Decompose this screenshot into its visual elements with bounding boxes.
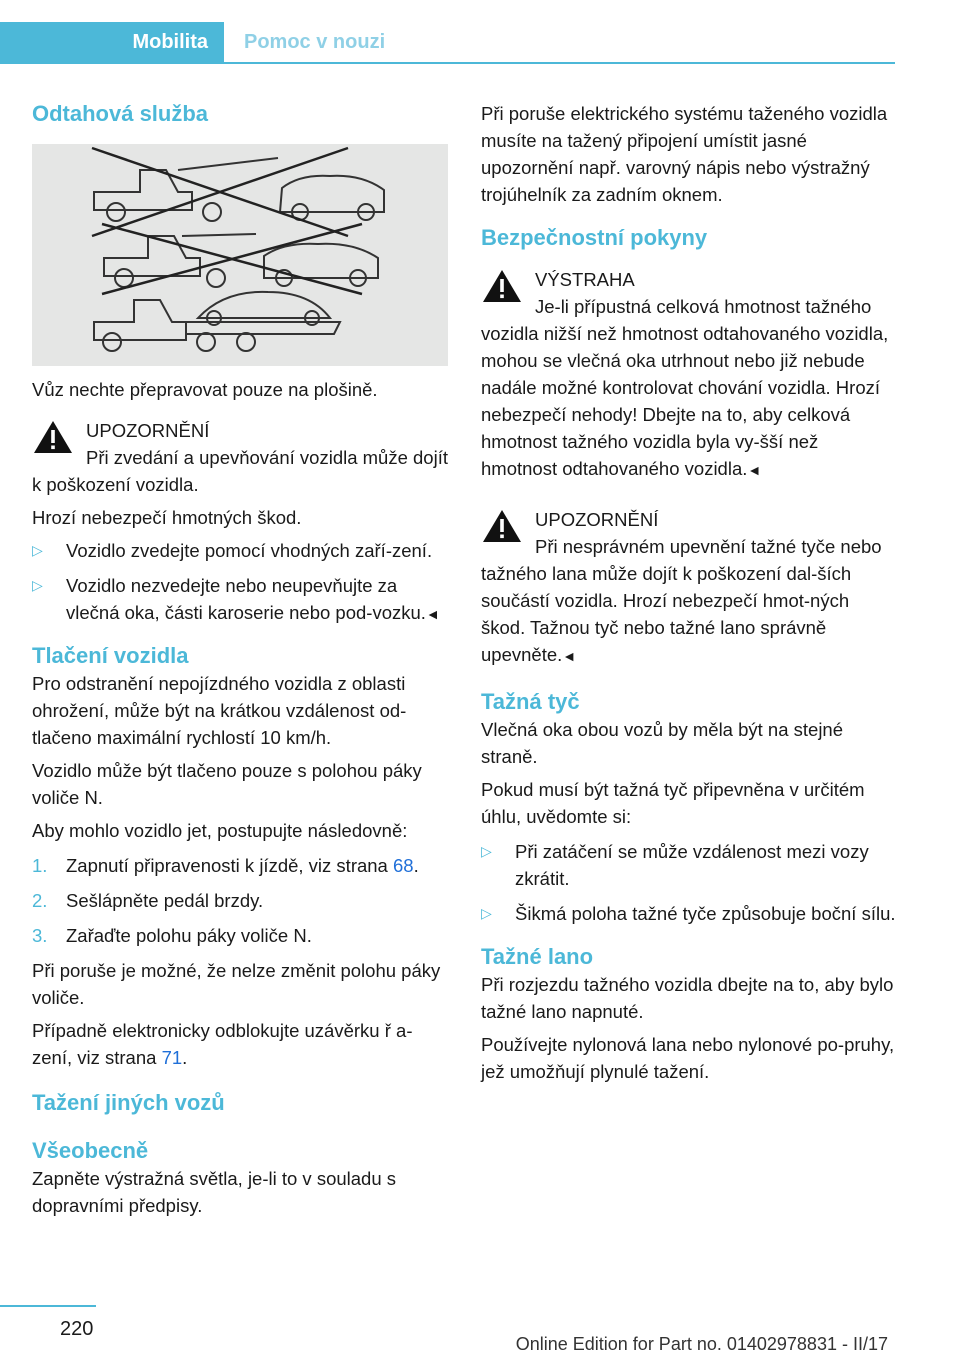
notice-title: UPOZORNĚNÍ bbox=[86, 420, 210, 441]
tow-trucks-illustration bbox=[32, 144, 448, 366]
figure-caption: Vůz nechte přepravovat pouze na plošině. bbox=[32, 379, 378, 400]
warning-title: VÝSTRAHA bbox=[535, 269, 635, 290]
page-link-68[interactable]: 68 bbox=[392, 855, 414, 876]
header-rule bbox=[0, 62, 895, 64]
push-paragraph-4: Při poruše je možné, že nelze změnit polohu páky voliče. bbox=[32, 960, 441, 1008]
page-link-71[interactable]: 71 bbox=[161, 1047, 183, 1068]
notice-box-2 bbox=[481, 506, 897, 670]
list-item: ▷ Vozidlo zvedejte pomocí vhodných zaří-zení. bbox=[32, 537, 448, 564]
list-item: 2. Sešlápněte pedál brzdy. bbox=[32, 890, 264, 911]
warning-triangle-icon bbox=[481, 268, 523, 304]
warning-text: Je-li přípustná celková hmotnost tažného vozidla nižší než hmotnost odtahovaného vozidla, mohou se vlečná oka utrhnout nebo již nebude nadále možné kontrolovat chování vozidla. Hrozí nebezpečí nehody! Dbejte na to, aby celková hmotnost tažného vozidla byla vy-šší než hmotnost odtahovaného vozidla. bbox=[481, 296, 889, 479]
push-paragraph-2: Vozidlo může být tlačeno pouze s polohou páky voliče N. bbox=[32, 760, 422, 808]
notice-text: Při zvedání a upevňování vozidla může dojít k poškození vozidla. bbox=[32, 447, 448, 495]
warning-box bbox=[481, 266, 897, 484]
heading-tow-rope: Tažné lano bbox=[481, 944, 594, 969]
push-paragraph-1: Pro odstranění nepojízdného vozidla z oblasti ohrožení, může být na krátkou vzdálenost od-tlačeno maximální rychlostí 10 km/h. bbox=[32, 673, 407, 748]
right-paragraph-1: Při poruše elektrického systému taženého vozidla musíte na tažený připojení umístit jasné upozornění např. varovný nápis nebo výstražný trojúhelník za zadním oknem. bbox=[481, 103, 888, 205]
end-mark-icon: ◄ bbox=[425, 606, 440, 622]
triangle-right-icon: ▷ bbox=[32, 542, 43, 558]
bar-paragraph-1: Vlečná oka obou vozů by měla být na stejné straně. bbox=[481, 719, 844, 767]
heading-safety: Bezpečnostní pokyny bbox=[481, 225, 708, 250]
heading-general: Všeobecně bbox=[32, 1138, 149, 1163]
towing-illustration bbox=[32, 144, 448, 366]
left-column bbox=[32, 100, 448, 1225]
notice-bullets bbox=[32, 537, 448, 628]
end-mark-icon: ◄ bbox=[562, 648, 577, 664]
list-item: 1. Zapnutí připravenosti k jízdě, viz strana 68. bbox=[32, 855, 419, 876]
page-header bbox=[0, 22, 960, 64]
list-item: ▷ Šikmá poloha tažné tyče způsobuje boční sílu. bbox=[481, 900, 897, 927]
rope-paragraph-1: Při rozjezdu tažného vozidla dbejte na to, aby bylo tažné lano napnuté. bbox=[481, 974, 894, 1022]
general-paragraph: Zapněte výstražná světla, je-li to v souladu s dopravními předpisy. bbox=[32, 1168, 397, 1216]
triangle-right-icon: ▷ bbox=[481, 905, 492, 921]
warning-triangle-icon bbox=[481, 508, 523, 544]
end-mark-icon: ◄ bbox=[747, 462, 762, 478]
rope-paragraph-2: Používejte nylonová lana nebo nylonové po-pruhy, jež umožňují plynulé tažení. bbox=[481, 1034, 895, 1082]
steps-list bbox=[32, 852, 448, 949]
push-paragraph-3: Aby mohlo vozidlo jet, postupujte následovně: bbox=[32, 820, 408, 841]
notice-text-3: Při nesprávném upevnění tažné tyče nebo tažného lana může dojít k poškození dal-ších součástí vozidla. Hrozí nebezpečí hmot-ných škod. Tažnou tyč nebo tažné lano správně upevněte. bbox=[481, 536, 882, 665]
heading-towing-others: Tažení jiných vozů bbox=[32, 1090, 225, 1115]
list-item: 3. Zařaďte polohu páky voliče N. bbox=[32, 925, 312, 946]
section-tab: Mobilita bbox=[0, 22, 224, 62]
triangle-right-icon: ▷ bbox=[481, 843, 492, 859]
footer-rule bbox=[0, 1305, 96, 1307]
list-item: ▷ Vozidlo nezvedejte nebo neupevňujte za vlečná oka, části karoserie nebo pod-vozku.◄ bbox=[32, 572, 448, 628]
heading-tow-bar: Tažná tyč bbox=[481, 689, 580, 714]
bar-bullets bbox=[481, 838, 897, 927]
edition-note: Online Edition for Part no. 01402978831 - II/17 bbox=[515, 1334, 888, 1354]
right-column bbox=[481, 100, 897, 1091]
bar-paragraph-2: Pokud musí být tažná tyč připevněna v určitém úhlu, uvědomte si: bbox=[481, 779, 865, 827]
subsection-tab: Pomoc v nouzi bbox=[244, 30, 386, 53]
triangle-right-icon: ▷ bbox=[32, 577, 43, 593]
list-item: ▷ Při zatáčení se může vzdálenost mezi vozy zkrátit. bbox=[481, 838, 897, 892]
heading-towing-service: Odtahová služba bbox=[32, 101, 209, 126]
notice-text-2: Hrozí nebezpečí hmotných škod. bbox=[32, 507, 302, 528]
heading-pushing: Tlačení vozidla bbox=[32, 643, 189, 668]
notice-title-2: UPOZORNĚNÍ bbox=[535, 509, 659, 530]
notice-box bbox=[32, 417, 448, 498]
warning-triangle-icon bbox=[32, 419, 74, 455]
page-number: 220 bbox=[60, 1318, 94, 1340]
push-paragraph-5: Případně elektronicky odblokujte uzávěrku ř a-zení, viz strana 71. bbox=[32, 1020, 413, 1068]
